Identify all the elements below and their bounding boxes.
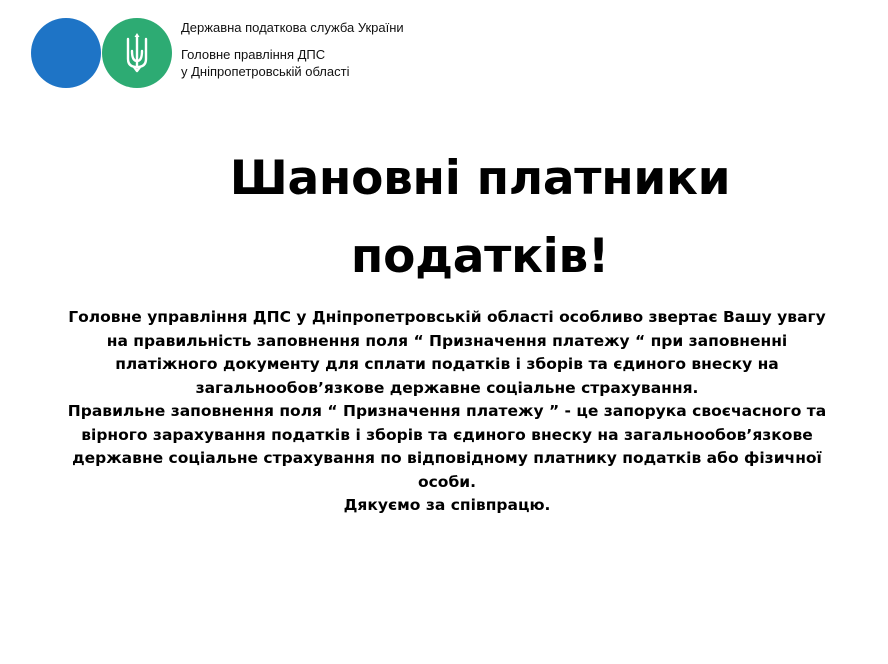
text-line: вірного зарахування податків і зборів та єдиного внеску на загальнообов’язкове (81, 425, 813, 444)
text-line: Правильне заповнення поля “ Призначення платежу ” - це запорука своєчасного та (67, 402, 827, 420)
announcement-text (30, 306, 864, 518)
text-line: державне соціальне страхування по відповідному платнику податків або фізичної (72, 449, 822, 467)
text-line: Головне управління ДПС у Дніпропетровській області особливо звертає Вашу увагу (68, 308, 826, 326)
text-line: особи. (417, 472, 477, 491)
closing-text: Дякуємо за співпрацю. (343, 496, 551, 514)
organization-name (181, 19, 404, 80)
text-line: загальнообов’язкове державне соціальне страхування. (195, 378, 699, 397)
title-line-2: податків! (350, 229, 610, 284)
title-line-1: Шановні платники (229, 151, 731, 206)
org-line-3: у Дніпропетровській області (181, 64, 350, 79)
dps-logo (30, 17, 180, 89)
text-line: платіжного документу для сплати податків і зборів та єдиного внеску на (115, 355, 779, 373)
tryzub-logo-icon (30, 17, 180, 89)
org-line-1: Державна податкова служба України (181, 20, 404, 35)
page-title (150, 140, 810, 296)
text-line: на правильність заповнення поля “ Призначення платежу “ при заповненні (106, 331, 788, 350)
org-line-2: Головне правління ДПС (181, 47, 326, 62)
